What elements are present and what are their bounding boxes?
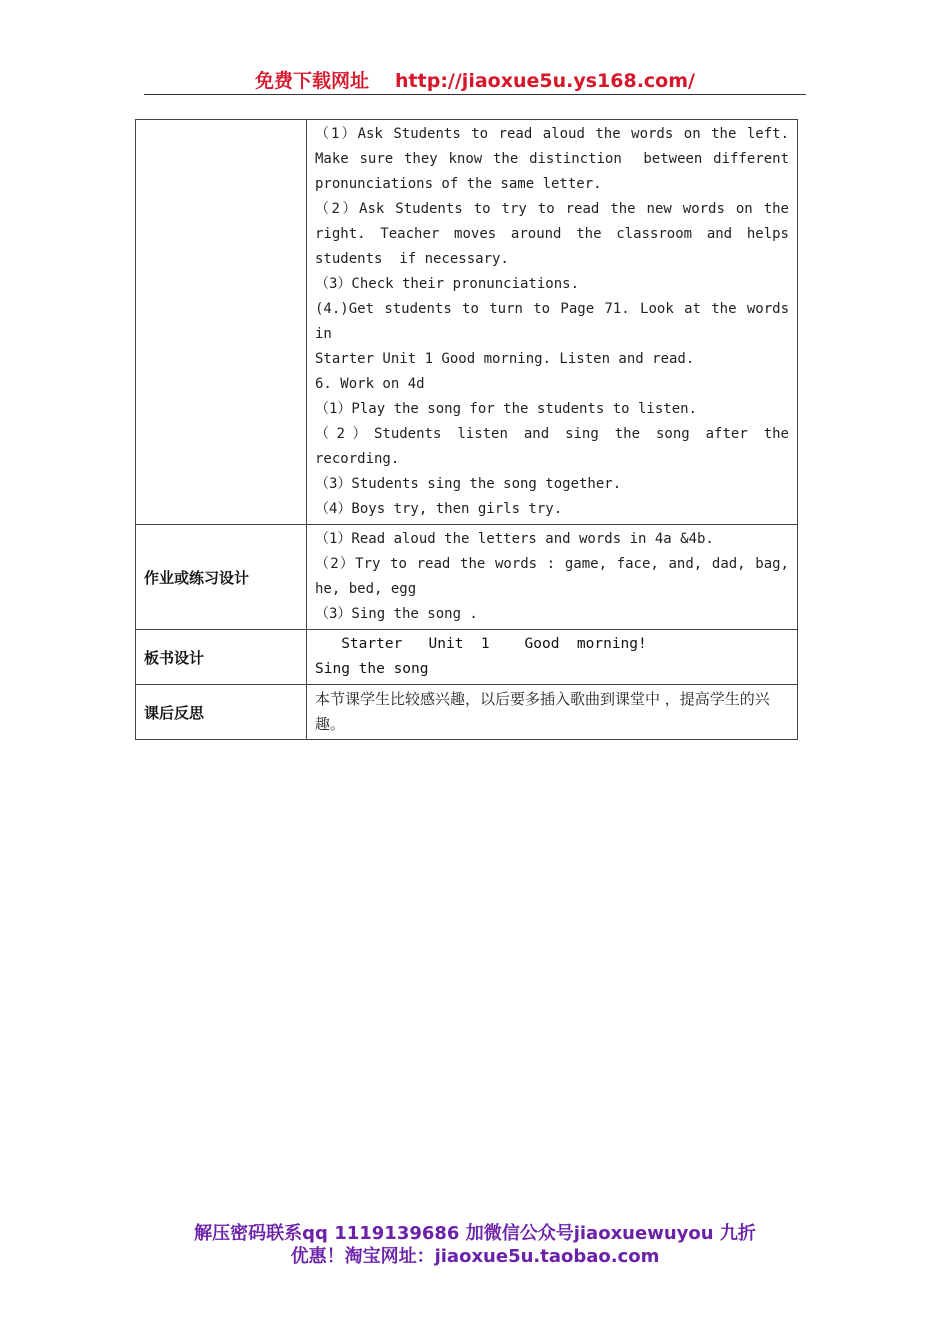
header-divider <box>144 94 806 95</box>
header-site-label: 免费下载网址 <box>255 70 370 92</box>
text-line: （1）Play the song for the students to listen. <box>315 401 698 417</box>
row-label-homework: 作业或练习设计 <box>136 525 307 630</box>
homework-cell <box>307 525 798 630</box>
table-row <box>136 685 798 740</box>
table-row <box>136 120 798 525</box>
text-line: Make sure they know the distinction between different <box>315 151 789 167</box>
procedure-lines <box>315 122 798 522</box>
text-line: （2）Try to read the words : game, face, and, dad, bag, <box>315 556 789 572</box>
row-label-reflection: 课后反思 <box>136 685 307 740</box>
table-row <box>136 630 798 685</box>
text-line: （3）Check their pronunciations. <box>315 276 580 292</box>
text-line: recording. <box>315 451 400 467</box>
board-subtitle: Sing the song <box>315 661 429 677</box>
reflection-cell: 本节课学生比较感兴趣，以后要多插入歌曲到课堂中 ，提高学生的兴趣。 <box>307 685 798 740</box>
text-line: （3）Sing the song . <box>315 606 478 622</box>
row-label-board: 板书设计 <box>136 630 307 685</box>
board-design-cell <box>307 630 798 685</box>
text-line: （1）Read aloud the letters and words in 4a &4b. <box>315 531 714 547</box>
text-line: （2）Ask Students to try to read the new words on the <box>315 201 789 217</box>
table-row <box>136 525 798 630</box>
homework-lines <box>315 527 789 627</box>
page-header <box>0 66 950 93</box>
text-line: pronunciations of the same letter. <box>315 176 602 192</box>
text-line: （2）Students listen and sing the song after the <box>315 426 789 442</box>
text-line: Starter Unit 1 Good morning. Listen and read. <box>315 351 695 367</box>
text-line: （4）Boys try, then girls try. <box>315 501 563 517</box>
text-line: （1）Ask Students to read aloud the words on the left. <box>315 126 789 142</box>
lesson-plan-table <box>135 119 798 740</box>
text-line: （3）Students sing the song together. <box>315 476 622 492</box>
footer-line-2: 优惠！淘宝网址：jiaoxue5u.taobao.com <box>290 1246 660 1267</box>
text-line: (4.)Get students to turn to Page 71. Look at the words in <box>315 301 798 342</box>
text-line: he, bed, egg <box>315 581 417 597</box>
header-url-link[interactable]: http://jiaoxue5u.ys168.com/ <box>395 70 695 92</box>
text-line: students if necessary. <box>315 251 509 267</box>
text-line: 6. Work on 4d <box>315 376 425 392</box>
procedure-cell <box>307 120 798 525</box>
board-title: Starter Unit 1 Good morning! <box>315 636 647 652</box>
row-label-empty <box>136 120 307 525</box>
text-line: right. Teacher moves around the classroom and helps <box>315 226 789 242</box>
footer-line-1: 解压密码联系qq 1119139686 加微信公众号jiaoxuewuyou 九折 <box>194 1223 756 1244</box>
